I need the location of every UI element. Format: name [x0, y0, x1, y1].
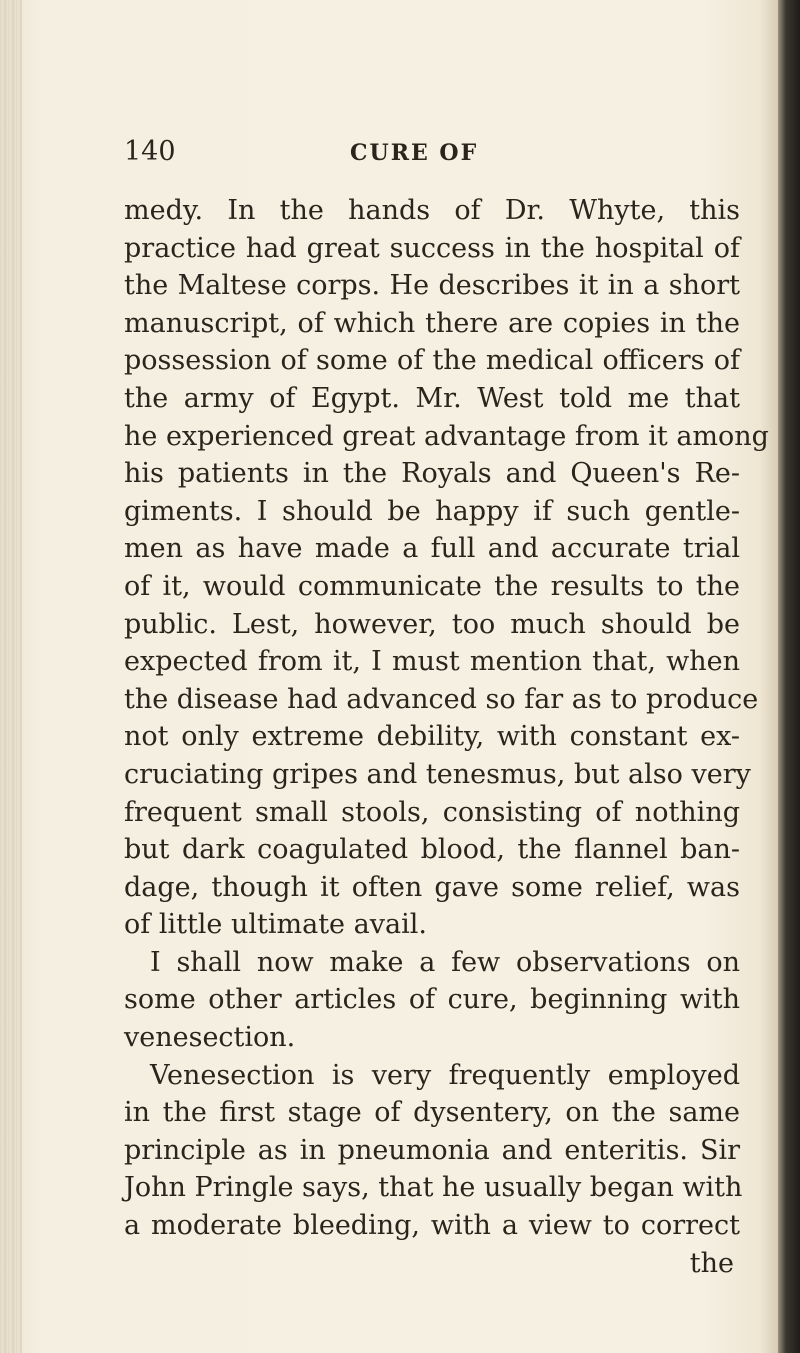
text-line: giments. I should be happy if such gentle-	[124, 495, 740, 527]
text-line: the Maltese corps. He describes it in a short	[124, 270, 740, 302]
text-line: venesection.	[124, 1022, 296, 1054]
book-binding-shadow	[778, 0, 800, 1353]
text-line: a moderate bleeding, with a view to correct	[124, 1210, 740, 1242]
text-line: practice had great success in the hospital of	[124, 232, 740, 264]
page-number: 140	[124, 136, 176, 167]
text-line: cruciating gripes and tenesmus, but also very	[124, 758, 751, 790]
running-head	[124, 136, 704, 176]
text-line: but dark coagulated blood, the flannel ban-	[124, 834, 740, 866]
text-line: Venesection is very frequently employed	[150, 1059, 740, 1091]
text-line: expected from it, I must mention that, when	[124, 646, 740, 678]
text-line: principle as in pneumonia and enteritis. Sir	[124, 1134, 740, 1166]
text-line: manuscript, of which there are copies in the	[124, 307, 740, 339]
text-line: possession of some of the medical officers of	[124, 345, 740, 377]
text-line: of it, would communicate the results to the	[124, 570, 740, 602]
text-line: public. Lest, however, too much should be	[124, 608, 740, 640]
catchword: the	[689, 1247, 734, 1279]
body-text	[124, 192, 769, 1282]
text-line: men as have made a full and accurate trial	[124, 533, 740, 565]
text-line: the army of Egypt. Mr. West told me that	[124, 382, 740, 414]
text-line: of little ultimate avail.	[124, 909, 427, 941]
text-line: I shall now make a few observations on	[150, 946, 740, 978]
text-line: John Pringle says, that he usually began with	[124, 1172, 743, 1204]
text-line: not only extreme debility, with constant ex-	[124, 721, 740, 753]
text-line: frequent small stools, consisting of nothing	[124, 796, 740, 828]
text-line: some other articles of cure, beginning with	[124, 984, 740, 1016]
page-gutter-edge	[0, 0, 22, 1353]
running-title: CURE OF	[350, 140, 479, 166]
text-line: medy. In the hands of Dr. Whyte, this	[124, 195, 740, 226]
text-line: dage, though it often gave some relief, was	[124, 871, 740, 903]
text-line: the disease had advanced so far as to produce	[124, 683, 759, 715]
text-line: his patients in the Royals and Queen's Re-	[124, 458, 740, 490]
text-line: in the first stage of dysentery, on the same	[124, 1097, 740, 1129]
text-line: he experienced great advantage from it among	[124, 420, 769, 452]
